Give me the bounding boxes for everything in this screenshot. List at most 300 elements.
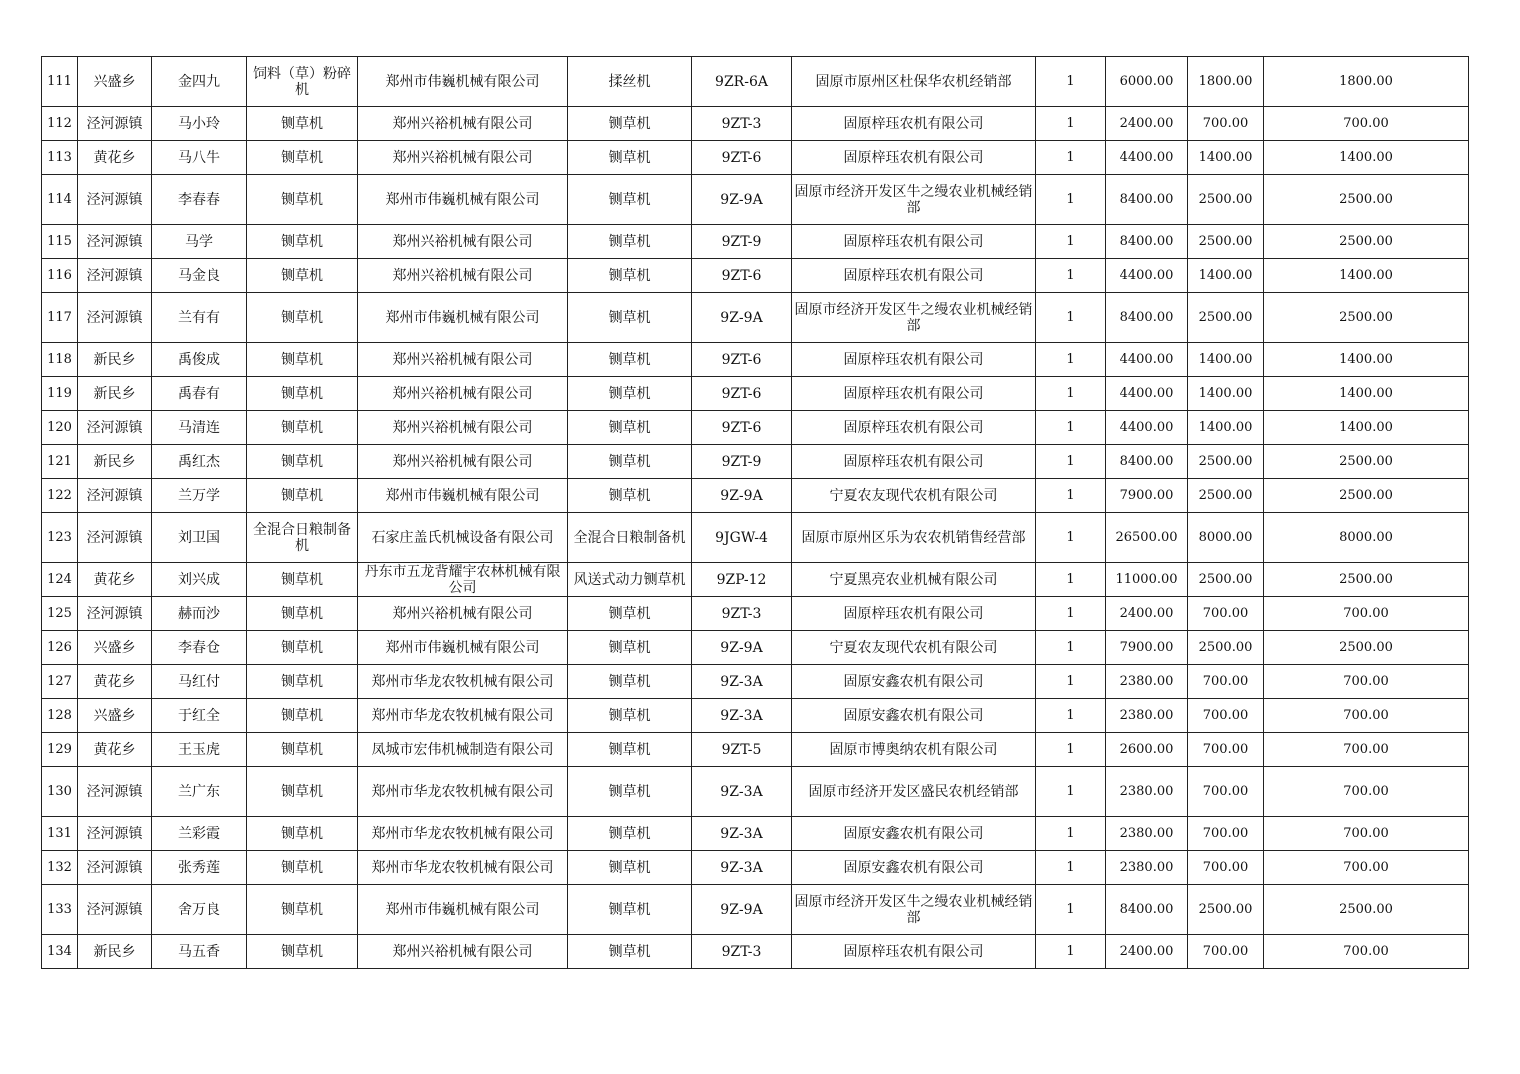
machine-category-cell: 铡草机 — [247, 141, 358, 175]
model-cell: 9ZT-6 — [692, 411, 792, 445]
manufacturer-cell: 郑州市伟巍机械有限公司 — [358, 479, 568, 513]
machine-category-cell: 铡草机 — [247, 343, 358, 377]
sale-price-cell: 2380.00 — [1106, 699, 1188, 733]
row-number-cell: 132 — [42, 851, 78, 885]
total-subsidy-cell: 1400.00 — [1264, 343, 1469, 377]
row-number-cell: 115 — [42, 225, 78, 259]
dealer-cell: 固原安鑫农机有限公司 — [792, 851, 1036, 885]
sale-price-cell: 8400.00 — [1106, 885, 1188, 935]
subsidy-amount-cell: 700.00 — [1188, 935, 1264, 969]
quantity-cell: 1 — [1036, 563, 1106, 597]
town-cell: 泾河源镇 — [78, 513, 152, 563]
subsidy-amount-cell: 1400.00 — [1188, 259, 1264, 293]
table-row — [42, 935, 1469, 969]
town-cell: 泾河源镇 — [78, 411, 152, 445]
machine-category-cell: 铡草机 — [247, 445, 358, 479]
town-cell: 泾河源镇 — [78, 885, 152, 935]
sale-price-cell: 4400.00 — [1106, 141, 1188, 175]
total-subsidy-cell: 1400.00 — [1264, 259, 1469, 293]
subsidy-amount-cell: 8000.00 — [1188, 513, 1264, 563]
product-name-cell: 铡草机 — [568, 445, 692, 479]
table-row — [42, 885, 1469, 935]
town-cell: 泾河源镇 — [78, 107, 152, 141]
quantity-cell: 1 — [1036, 479, 1106, 513]
row-number-cell: 117 — [42, 293, 78, 343]
subsidy-table — [41, 56, 1469, 969]
dealer-cell: 宁夏农友现代农机有限公司 — [792, 631, 1036, 665]
table-row — [42, 293, 1469, 343]
model-cell: 9ZR-6A — [692, 57, 792, 107]
product-name-cell: 铡草机 — [568, 631, 692, 665]
dealer-cell: 固原梓珏农机有限公司 — [792, 935, 1036, 969]
farmer-name-cell: 马红付 — [152, 665, 247, 699]
subsidy-amount-cell: 1800.00 — [1188, 57, 1264, 107]
product-name-cell: 揉丝机 — [568, 57, 692, 107]
manufacturer-cell: 郑州市华龙农牧机械有限公司 — [358, 665, 568, 699]
sale-price-cell: 4400.00 — [1106, 343, 1188, 377]
row-number-cell: 124 — [42, 563, 78, 597]
sale-price-cell: 2380.00 — [1106, 817, 1188, 851]
subsidy-amount-cell: 1400.00 — [1188, 377, 1264, 411]
total-subsidy-cell: 1400.00 — [1264, 411, 1469, 445]
farmer-name-cell: 禹俊成 — [152, 343, 247, 377]
quantity-cell: 1 — [1036, 817, 1106, 851]
machine-category-cell: 铡草机 — [247, 597, 358, 631]
table-row — [42, 141, 1469, 175]
subsidy-table-sheet — [41, 56, 1469, 969]
row-number-cell: 112 — [42, 107, 78, 141]
quantity-cell: 1 — [1036, 699, 1106, 733]
sale-price-cell: 2380.00 — [1106, 851, 1188, 885]
subsidy-amount-cell: 2500.00 — [1188, 175, 1264, 225]
farmer-name-cell: 金四九 — [152, 57, 247, 107]
row-number-cell: 126 — [42, 631, 78, 665]
total-subsidy-cell: 2500.00 — [1264, 631, 1469, 665]
subsidy-amount-cell: 700.00 — [1188, 851, 1264, 885]
row-number-cell: 123 — [42, 513, 78, 563]
manufacturer-cell: 郑州兴裕机械有限公司 — [358, 141, 568, 175]
table-row — [42, 817, 1469, 851]
model-cell: 9ZP-12 — [692, 563, 792, 597]
model-cell: 9ZT-3 — [692, 935, 792, 969]
total-subsidy-cell: 700.00 — [1264, 767, 1469, 817]
sale-price-cell: 2600.00 — [1106, 733, 1188, 767]
row-number-cell: 130 — [42, 767, 78, 817]
machine-category-cell: 铡草机 — [247, 631, 358, 665]
sale-price-cell: 2380.00 — [1106, 767, 1188, 817]
machine-category-cell: 铡草机 — [247, 817, 358, 851]
dealer-cell: 固原梓珏农机有限公司 — [792, 259, 1036, 293]
model-cell: 9ZT-9 — [692, 445, 792, 479]
machine-category-cell: 铡草机 — [247, 107, 358, 141]
total-subsidy-cell: 2500.00 — [1264, 479, 1469, 513]
sale-price-cell: 7900.00 — [1106, 479, 1188, 513]
town-cell: 泾河源镇 — [78, 597, 152, 631]
subsidy-amount-cell: 1400.00 — [1188, 411, 1264, 445]
machine-category-cell: 铡草机 — [247, 733, 358, 767]
sale-price-cell: 11000.00 — [1106, 563, 1188, 597]
sale-price-cell: 2400.00 — [1106, 107, 1188, 141]
subsidy-amount-cell: 2500.00 — [1188, 563, 1264, 597]
dealer-cell: 固原梓珏农机有限公司 — [792, 377, 1036, 411]
model-cell: 9ZT-9 — [692, 225, 792, 259]
product-name-cell: 铡草机 — [568, 935, 692, 969]
row-number-cell: 128 — [42, 699, 78, 733]
quantity-cell: 1 — [1036, 665, 1106, 699]
model-cell: 9ZT-3 — [692, 107, 792, 141]
manufacturer-cell: 丹东市五龙背耀宇农林机械有限公司 — [358, 563, 568, 597]
manufacturer-cell: 郑州兴裕机械有限公司 — [358, 343, 568, 377]
total-subsidy-cell: 2500.00 — [1264, 225, 1469, 259]
product-name-cell: 铡草机 — [568, 479, 692, 513]
town-cell: 泾河源镇 — [78, 767, 152, 817]
total-subsidy-cell: 2500.00 — [1264, 293, 1469, 343]
dealer-cell: 固原市经济开发区牛之缦农业机械经销部 — [792, 175, 1036, 225]
farmer-name-cell: 兰彩霞 — [152, 817, 247, 851]
total-subsidy-cell: 700.00 — [1264, 699, 1469, 733]
model-cell: 9Z-9A — [692, 175, 792, 225]
manufacturer-cell: 郑州兴裕机械有限公司 — [358, 597, 568, 631]
town-cell: 泾河源镇 — [78, 817, 152, 851]
manufacturer-cell: 郑州兴裕机械有限公司 — [358, 259, 568, 293]
total-subsidy-cell: 700.00 — [1264, 665, 1469, 699]
total-subsidy-cell: 1400.00 — [1264, 377, 1469, 411]
model-cell: 9ZT-6 — [692, 259, 792, 293]
dealer-cell: 固原市经济开发区牛之缦农业机械经销部 — [792, 293, 1036, 343]
machine-category-cell: 铡草机 — [247, 479, 358, 513]
product-name-cell: 铡草机 — [568, 851, 692, 885]
table-row — [42, 445, 1469, 479]
total-subsidy-cell: 2500.00 — [1264, 885, 1469, 935]
sale-price-cell: 7900.00 — [1106, 631, 1188, 665]
subsidy-amount-cell: 1400.00 — [1188, 141, 1264, 175]
dealer-cell: 固原市原州区乐为农农机销售经营部 — [792, 513, 1036, 563]
machine-category-cell: 铡草机 — [247, 225, 358, 259]
quantity-cell: 1 — [1036, 293, 1106, 343]
farmer-name-cell: 兰广东 — [152, 767, 247, 817]
model-cell: 9Z-3A — [692, 699, 792, 733]
table-row — [42, 597, 1469, 631]
dealer-cell: 固原梓珏农机有限公司 — [792, 411, 1036, 445]
manufacturer-cell: 郑州兴裕机械有限公司 — [358, 935, 568, 969]
table-row — [42, 377, 1469, 411]
sale-price-cell: 4400.00 — [1106, 259, 1188, 293]
model-cell: 9ZT-6 — [692, 377, 792, 411]
model-cell: 9Z-3A — [692, 851, 792, 885]
row-number-cell: 116 — [42, 259, 78, 293]
quantity-cell: 1 — [1036, 851, 1106, 885]
row-number-cell: 111 — [42, 57, 78, 107]
product-name-cell: 铡草机 — [568, 885, 692, 935]
sale-price-cell: 8400.00 — [1106, 175, 1188, 225]
model-cell: 9JGW-4 — [692, 513, 792, 563]
town-cell: 黄花乡 — [78, 733, 152, 767]
dealer-cell: 固原梓珏农机有限公司 — [792, 225, 1036, 259]
total-subsidy-cell: 700.00 — [1264, 733, 1469, 767]
machine-category-cell: 铡草机 — [247, 665, 358, 699]
total-subsidy-cell: 1400.00 — [1264, 141, 1469, 175]
dealer-cell: 固原梓珏农机有限公司 — [792, 107, 1036, 141]
sale-price-cell: 4400.00 — [1106, 377, 1188, 411]
machine-category-cell: 铡草机 — [247, 293, 358, 343]
manufacturer-cell: 郑州兴裕机械有限公司 — [358, 225, 568, 259]
subsidy-amount-cell: 700.00 — [1188, 665, 1264, 699]
product-name-cell: 铡草机 — [568, 377, 692, 411]
subsidy-amount-cell: 2500.00 — [1188, 479, 1264, 513]
model-cell: 9ZT-6 — [692, 141, 792, 175]
town-cell: 兴盛乡 — [78, 57, 152, 107]
quantity-cell: 1 — [1036, 935, 1106, 969]
town-cell: 泾河源镇 — [78, 293, 152, 343]
sale-price-cell: 8400.00 — [1106, 445, 1188, 479]
manufacturer-cell: 郑州兴裕机械有限公司 — [358, 377, 568, 411]
model-cell: 9ZT-3 — [692, 597, 792, 631]
product-name-cell: 铡草机 — [568, 107, 692, 141]
farmer-name-cell: 马八牛 — [152, 141, 247, 175]
model-cell: 9Z-9A — [692, 293, 792, 343]
total-subsidy-cell: 1800.00 — [1264, 57, 1469, 107]
machine-category-cell: 铡草机 — [247, 377, 358, 411]
dealer-cell: 固原梓珏农机有限公司 — [792, 141, 1036, 175]
machine-category-cell: 全混合日粮制备机 — [247, 513, 358, 563]
manufacturer-cell: 郑州市伟巍机械有限公司 — [358, 175, 568, 225]
product-name-cell: 铡草机 — [568, 597, 692, 631]
quantity-cell: 1 — [1036, 767, 1106, 817]
product-name-cell: 铡草机 — [568, 141, 692, 175]
sale-price-cell: 8400.00 — [1106, 293, 1188, 343]
sale-price-cell: 6000.00 — [1106, 57, 1188, 107]
quantity-cell: 1 — [1036, 225, 1106, 259]
product-name-cell: 铡草机 — [568, 259, 692, 293]
manufacturer-cell: 郑州市伟巍机械有限公司 — [358, 293, 568, 343]
product-name-cell: 全混合日粮制备机 — [568, 513, 692, 563]
product-name-cell: 铡草机 — [568, 733, 692, 767]
product-name-cell: 铡草机 — [568, 343, 692, 377]
sale-price-cell: 26500.00 — [1106, 513, 1188, 563]
dealer-cell: 固原梓珏农机有限公司 — [792, 597, 1036, 631]
model-cell: 9Z-9A — [692, 885, 792, 935]
model-cell: 9Z-3A — [692, 817, 792, 851]
total-subsidy-cell: 700.00 — [1264, 817, 1469, 851]
machine-category-cell: 铡草机 — [247, 563, 358, 597]
quantity-cell: 1 — [1036, 445, 1106, 479]
machine-category-cell: 铡草机 — [247, 851, 358, 885]
town-cell: 泾河源镇 — [78, 225, 152, 259]
subsidy-amount-cell: 2500.00 — [1188, 293, 1264, 343]
farmer-name-cell: 马清连 — [152, 411, 247, 445]
machine-category-cell: 铡草机 — [247, 175, 358, 225]
sale-price-cell: 2380.00 — [1106, 665, 1188, 699]
total-subsidy-cell: 2500.00 — [1264, 563, 1469, 597]
row-number-cell: 120 — [42, 411, 78, 445]
farmer-name-cell: 于红全 — [152, 699, 247, 733]
farmer-name-cell: 禹春有 — [152, 377, 247, 411]
dealer-cell: 宁夏黑亮农业机械有限公司 — [792, 563, 1036, 597]
table-row — [42, 57, 1469, 107]
sale-price-cell: 4400.00 — [1106, 411, 1188, 445]
table-row — [42, 665, 1469, 699]
quantity-cell: 1 — [1036, 175, 1106, 225]
dealer-cell: 固原市博奥纳农机有限公司 — [792, 733, 1036, 767]
town-cell: 新民乡 — [78, 445, 152, 479]
table-row — [42, 513, 1469, 563]
subsidy-amount-cell: 2500.00 — [1188, 225, 1264, 259]
product-name-cell: 铡草机 — [568, 699, 692, 733]
quantity-cell: 1 — [1036, 597, 1106, 631]
table-body — [42, 57, 1469, 969]
row-number-cell: 131 — [42, 817, 78, 851]
table-row — [42, 563, 1469, 597]
farmer-name-cell: 刘卫国 — [152, 513, 247, 563]
model-cell: 9Z-9A — [692, 479, 792, 513]
subsidy-amount-cell: 2500.00 — [1188, 445, 1264, 479]
farmer-name-cell: 马学 — [152, 225, 247, 259]
subsidy-amount-cell: 1400.00 — [1188, 343, 1264, 377]
farmer-name-cell: 李春春 — [152, 175, 247, 225]
row-number-cell: 133 — [42, 885, 78, 935]
machine-category-cell: 铡草机 — [247, 767, 358, 817]
dealer-cell: 固原梓珏农机有限公司 — [792, 445, 1036, 479]
manufacturer-cell: 郑州市伟巍机械有限公司 — [358, 57, 568, 107]
table-row — [42, 107, 1469, 141]
subsidy-amount-cell: 2500.00 — [1188, 885, 1264, 935]
total-subsidy-cell: 2500.00 — [1264, 445, 1469, 479]
town-cell: 兴盛乡 — [78, 699, 152, 733]
machine-category-cell: 铡草机 — [247, 885, 358, 935]
sale-price-cell: 2400.00 — [1106, 597, 1188, 631]
farmer-name-cell: 张秀莲 — [152, 851, 247, 885]
dealer-cell: 固原梓珏农机有限公司 — [792, 343, 1036, 377]
quantity-cell: 1 — [1036, 411, 1106, 445]
town-cell: 新民乡 — [78, 377, 152, 411]
machine-category-cell: 铡草机 — [247, 935, 358, 969]
dealer-cell: 固原市经济开发区牛之缦农业机械经销部 — [792, 885, 1036, 935]
dealer-cell: 固原安鑫农机有限公司 — [792, 665, 1036, 699]
manufacturer-cell: 郑州兴裕机械有限公司 — [358, 411, 568, 445]
manufacturer-cell: 郑州市伟巍机械有限公司 — [358, 885, 568, 935]
quantity-cell: 1 — [1036, 343, 1106, 377]
table-row — [42, 733, 1469, 767]
subsidy-amount-cell: 700.00 — [1188, 107, 1264, 141]
total-subsidy-cell: 700.00 — [1264, 935, 1469, 969]
dealer-cell: 宁夏农友现代农机有限公司 — [792, 479, 1036, 513]
quantity-cell: 1 — [1036, 57, 1106, 107]
table-row — [42, 767, 1469, 817]
table-row — [42, 479, 1469, 513]
dealer-cell: 固原安鑫农机有限公司 — [792, 817, 1036, 851]
farmer-name-cell: 马五香 — [152, 935, 247, 969]
town-cell: 黄花乡 — [78, 563, 152, 597]
product-name-cell: 铡草机 — [568, 665, 692, 699]
quantity-cell: 1 — [1036, 733, 1106, 767]
total-subsidy-cell: 700.00 — [1264, 851, 1469, 885]
manufacturer-cell: 凤城市宏伟机械制造有限公司 — [358, 733, 568, 767]
town-cell: 泾河源镇 — [78, 479, 152, 513]
total-subsidy-cell: 700.00 — [1264, 107, 1469, 141]
quantity-cell: 1 — [1036, 513, 1106, 563]
quantity-cell: 1 — [1036, 107, 1106, 141]
machine-category-cell: 饲料（草）粉碎机 — [247, 57, 358, 107]
product-name-cell: 铡草机 — [568, 767, 692, 817]
row-number-cell: 129 — [42, 733, 78, 767]
row-number-cell: 121 — [42, 445, 78, 479]
table-row — [42, 699, 1469, 733]
row-number-cell: 134 — [42, 935, 78, 969]
quantity-cell: 1 — [1036, 631, 1106, 665]
manufacturer-cell: 郑州市华龙农牧机械有限公司 — [358, 699, 568, 733]
model-cell: 9Z-9A — [692, 631, 792, 665]
manufacturer-cell: 郑州市华龙农牧机械有限公司 — [358, 767, 568, 817]
quantity-cell: 1 — [1036, 885, 1106, 935]
subsidy-amount-cell: 700.00 — [1188, 699, 1264, 733]
row-number-cell: 118 — [42, 343, 78, 377]
subsidy-amount-cell: 700.00 — [1188, 767, 1264, 817]
town-cell: 新民乡 — [78, 343, 152, 377]
manufacturer-cell: 石家庄盖氏机械设备有限公司 — [358, 513, 568, 563]
total-subsidy-cell: 8000.00 — [1264, 513, 1469, 563]
quantity-cell: 1 — [1036, 377, 1106, 411]
town-cell: 黄花乡 — [78, 141, 152, 175]
farmer-name-cell: 禹红杰 — [152, 445, 247, 479]
model-cell: 9Z-3A — [692, 665, 792, 699]
farmer-name-cell: 兰万学 — [152, 479, 247, 513]
manufacturer-cell: 郑州兴裕机械有限公司 — [358, 445, 568, 479]
product-name-cell: 风送式动力铡草机 — [568, 563, 692, 597]
machine-category-cell: 铡草机 — [247, 259, 358, 293]
product-name-cell: 铡草机 — [568, 293, 692, 343]
model-cell: 9ZT-6 — [692, 343, 792, 377]
total-subsidy-cell: 700.00 — [1264, 597, 1469, 631]
farmer-name-cell: 刘兴成 — [152, 563, 247, 597]
subsidy-amount-cell: 700.00 — [1188, 817, 1264, 851]
town-cell: 兴盛乡 — [78, 631, 152, 665]
product-name-cell: 铡草机 — [568, 175, 692, 225]
manufacturer-cell: 郑州市华龙农牧机械有限公司 — [358, 817, 568, 851]
product-name-cell: 铡草机 — [568, 411, 692, 445]
machine-category-cell: 铡草机 — [247, 411, 358, 445]
dealer-cell: 固原市原州区杜保华农机经销部 — [792, 57, 1036, 107]
farmer-name-cell: 王玉虎 — [152, 733, 247, 767]
product-name-cell: 铡草机 — [568, 225, 692, 259]
model-cell: 9ZT-5 — [692, 733, 792, 767]
quantity-cell: 1 — [1036, 259, 1106, 293]
sale-price-cell: 2400.00 — [1106, 935, 1188, 969]
farmer-name-cell: 舍万良 — [152, 885, 247, 935]
manufacturer-cell: 郑州市华龙农牧机械有限公司 — [358, 851, 568, 885]
row-number-cell: 113 — [42, 141, 78, 175]
farmer-name-cell: 赫而沙 — [152, 597, 247, 631]
manufacturer-cell: 郑州兴裕机械有限公司 — [358, 107, 568, 141]
subsidy-amount-cell: 2500.00 — [1188, 631, 1264, 665]
model-cell: 9Z-3A — [692, 767, 792, 817]
manufacturer-cell: 郑州市伟巍机械有限公司 — [358, 631, 568, 665]
row-number-cell: 125 — [42, 597, 78, 631]
table-row — [42, 411, 1469, 445]
subsidy-amount-cell: 700.00 — [1188, 733, 1264, 767]
subsidy-amount-cell: 700.00 — [1188, 597, 1264, 631]
sale-price-cell: 8400.00 — [1106, 225, 1188, 259]
table-row — [42, 631, 1469, 665]
quantity-cell: 1 — [1036, 141, 1106, 175]
total-subsidy-cell: 2500.00 — [1264, 175, 1469, 225]
table-row — [42, 343, 1469, 377]
town-cell: 泾河源镇 — [78, 259, 152, 293]
table-row — [42, 259, 1469, 293]
town-cell: 泾河源镇 — [78, 851, 152, 885]
dealer-cell: 固原市经济开发区盛民农机经销部 — [792, 767, 1036, 817]
farmer-name-cell: 李春仓 — [152, 631, 247, 665]
farmer-name-cell: 兰有有 — [152, 293, 247, 343]
